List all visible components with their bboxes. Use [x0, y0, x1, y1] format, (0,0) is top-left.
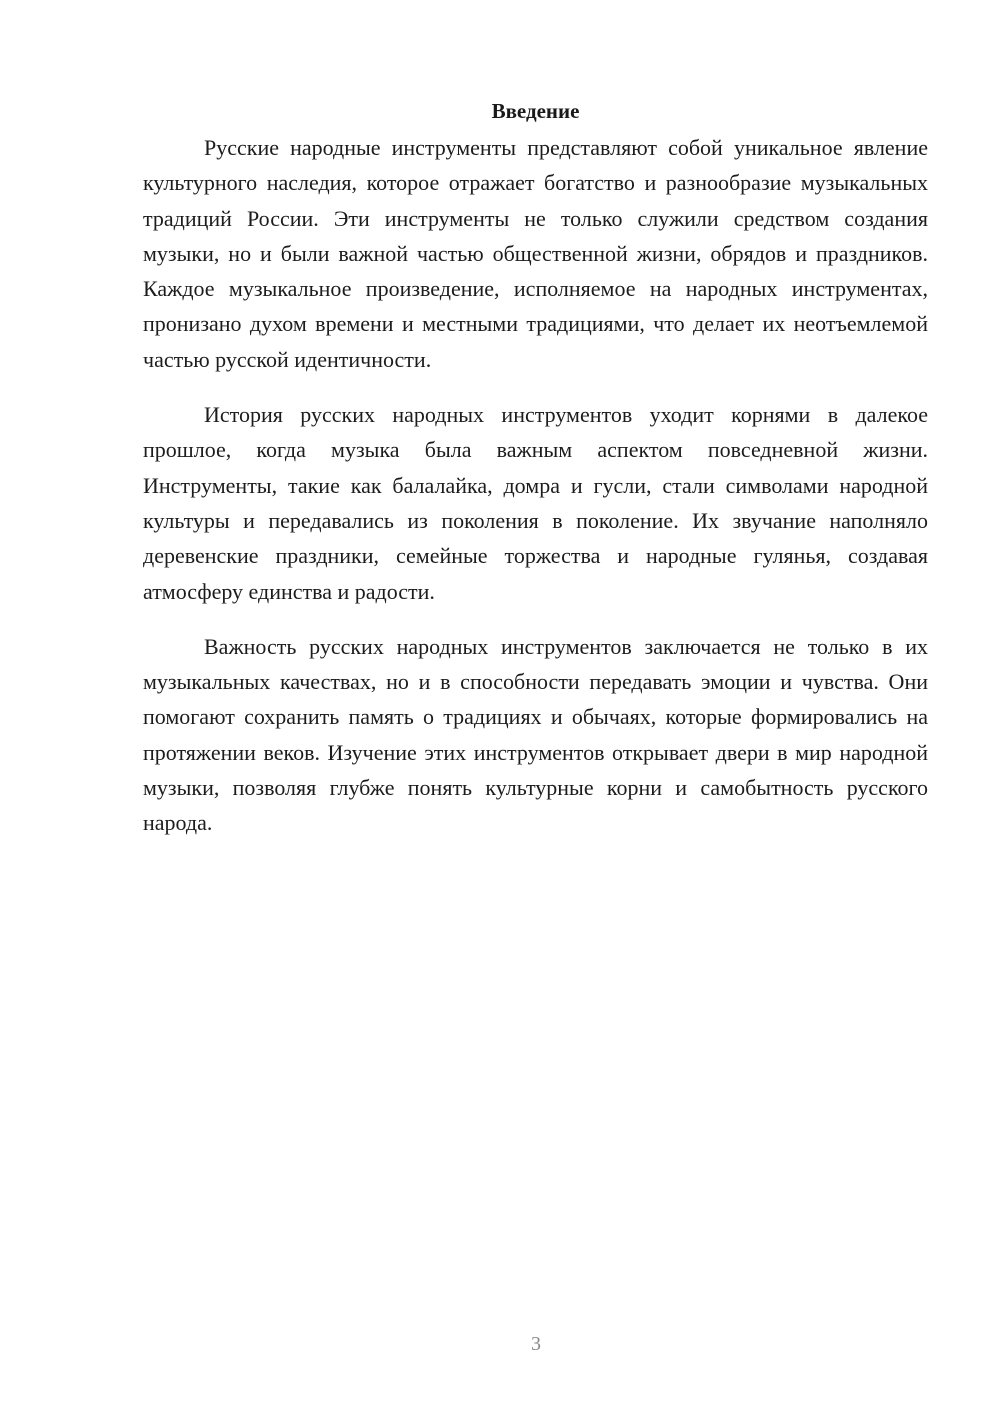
paragraph-1: Русские народные инструменты представляют собой уникальное явление культурного наследия, которое отражает богатство и разнообразие музыкальных традиций России. Эти инструменты не только служили средством создания музыки, но и были важной частью общественной жизни, обрядов и праздников. Каждое музыкальное произведение, исполняемое на народных инструментах, пронизано духом времени и местными традициями, что делает их неотъемлемой частью русской идентичности. [143, 135, 928, 372]
paragraph-2: История русских народных инструментов уходит корнями в далекое прошлое, когда музыка была важным аспектом повседневной жизни. Инструменты, такие как балалайка, домра и гусли, стали символами народной культуры и передавались из поколения в поколение. Их звучание наполняло деревенские праздники, семейные торжества и народные гулянья, создавая атмосферу единства и радости. [143, 402, 928, 604]
paragraph-3: Важность русских народных инструментов заключается не только в их музыкальных качествах, но и в способности передавать эмоции и чувства. Они помогают сохранить память о традициях и обычаях, которые формировались на протяжении веков. Изучение этих инструментов открывает двери в мир народной музыки, позволяя глубже понять культурные корни и самобытность русского народа. [143, 633, 928, 836]
section-heading: Введение [491, 99, 580, 123]
page-number: 3 [531, 1333, 541, 1355]
page-content [143, 92, 928, 841]
